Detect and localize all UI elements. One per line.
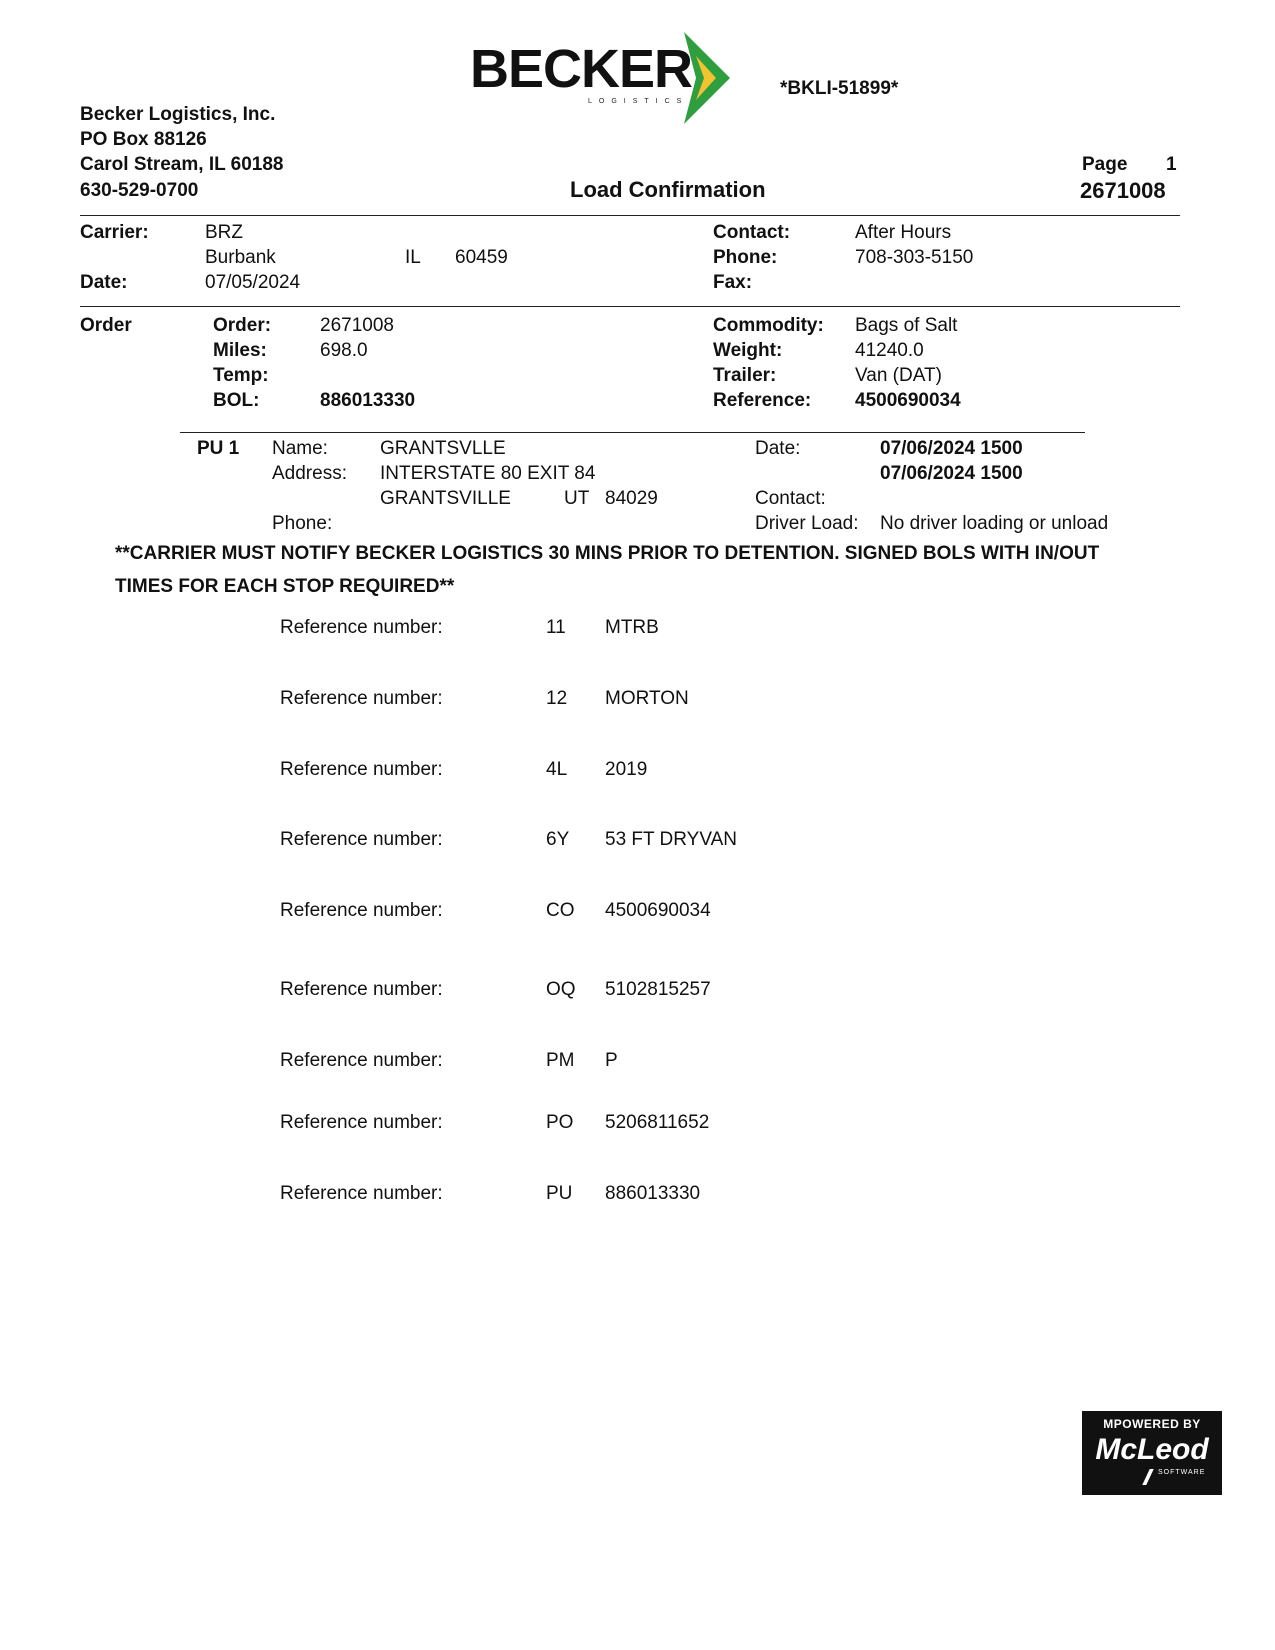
- badge-wordmark: McLeod: [1095, 1433, 1209, 1466]
- reference-value: MTRB: [605, 617, 659, 638]
- reference-number-label: Reference number:: [280, 1183, 443, 1204]
- phone-value: 708-303-5150: [855, 247, 974, 268]
- contact-value: After Hours: [855, 222, 952, 243]
- reference-code: 11: [546, 617, 566, 638]
- reference-value: 886013330: [605, 1183, 701, 1204]
- badge-subtitle: SOFTWARE: [1158, 1469, 1206, 1476]
- badge-top-text: MPOWERED BY: [1103, 1417, 1201, 1431]
- company-phone: 630-529-0700: [80, 180, 199, 201]
- miles-label: Miles:: [213, 340, 267, 361]
- reference-code: 12: [546, 688, 568, 709]
- logo-subtitle: LOGISTICS: [588, 98, 689, 105]
- trailer-label: Trailer:: [713, 365, 777, 386]
- commodity-value: Bags of Salt: [855, 315, 958, 336]
- reference-number-label: Reference number:: [280, 829, 443, 850]
- temp-label: Temp:: [213, 365, 269, 386]
- reference-number-label: Reference number:: [280, 617, 443, 638]
- reference-value: 53 FT DRYVAN: [605, 829, 737, 850]
- reference-number-label: Reference number:: [280, 979, 443, 1000]
- phone-label: Phone:: [713, 247, 778, 268]
- company-name: Becker Logistics, Inc.: [80, 104, 276, 125]
- reference-code: PO: [546, 1112, 574, 1133]
- pickup-state: UT: [564, 488, 590, 509]
- order-label: Order:: [213, 315, 272, 336]
- document-number: 2671008: [1080, 178, 1166, 203]
- pickup-city: GRANTSVILLE: [380, 488, 511, 509]
- reference-code: OQ: [546, 979, 576, 1000]
- pickup-address-label: Address:: [272, 463, 347, 484]
- divider: [180, 432, 1085, 433]
- reference-number-label: Reference number:: [280, 1112, 443, 1133]
- reference-label: Reference:: [713, 390, 812, 411]
- commodity-label: Commodity:: [713, 315, 824, 336]
- powered-by-badge: [1082, 1411, 1222, 1495]
- carrier-label: Carrier:: [80, 222, 149, 243]
- reference-value: MORTON: [605, 688, 689, 709]
- weight-label: Weight:: [713, 340, 783, 361]
- order-section-label: Order: [80, 315, 132, 336]
- reference-value: 2019: [605, 759, 648, 780]
- reference-code: PM: [546, 1050, 575, 1071]
- divider: [80, 306, 1180, 307]
- carrier-date-label: Date:: [80, 272, 128, 293]
- pickup-contact-label: Contact:: [755, 488, 826, 509]
- bol-label: BOL:: [213, 390, 260, 411]
- pickup-address: INTERSTATE 80 EXIT 84: [380, 463, 596, 484]
- company-address1: PO Box 88126: [80, 129, 207, 150]
- notice-line-1: **CARRIER MUST NOTIFY BECKER LOGISTICS 30 MINS PRIOR TO DETENTION. SIGNED BOLS WITH IN/OUT: [115, 543, 1100, 564]
- fax-label: Fax:: [713, 272, 753, 293]
- carrier-zip: 60459: [455, 247, 508, 268]
- carrier-date: 07/05/2024: [205, 272, 301, 293]
- reference-number-label: Reference number:: [280, 759, 443, 780]
- contact-label: Contact:: [713, 222, 791, 243]
- reference-number-label: Reference number:: [280, 900, 443, 921]
- chevron-arrow-icon: [682, 32, 732, 124]
- pickup-date: 07/06/2024 1500: [880, 438, 1023, 459]
- reference-code: 4L: [546, 759, 568, 780]
- weight-value: 41240.0: [855, 340, 924, 361]
- company-address2: Carol Stream, IL 60188: [80, 154, 284, 175]
- stop-label: PU 1: [197, 438, 240, 459]
- reference-code: 6Y: [546, 829, 570, 850]
- page-number: 1: [1166, 154, 1177, 175]
- reference-number-label: Reference number:: [280, 1050, 443, 1071]
- carrier-city: Burbank: [205, 247, 276, 268]
- reference-value: 4500690034: [855, 390, 961, 411]
- pickup-date-end: 07/06/2024 1500: [880, 463, 1023, 484]
- reference-value: P: [605, 1050, 618, 1071]
- bol-value: 886013330: [320, 390, 416, 411]
- page-label: Page: [1082, 154, 1128, 175]
- pickup-phone-label: Phone:: [272, 513, 333, 534]
- barcode-text: *BKLI-51899*: [780, 78, 899, 99]
- carrier-name: BRZ: [205, 222, 243, 243]
- slash-icon: [1142, 1469, 1153, 1485]
- reference-number-label: Reference number:: [280, 688, 443, 709]
- pickup-name: GRANTSVLLE: [380, 438, 506, 459]
- driver-load-value: No driver loading or unload: [880, 513, 1109, 534]
- pickup-zip: 84029: [605, 488, 658, 509]
- miles-value: 698.0: [320, 340, 368, 361]
- carrier-state: IL: [405, 247, 421, 268]
- pickup-date-label: Date:: [755, 438, 801, 459]
- reference-code: PU: [546, 1183, 573, 1204]
- reference-value: 5206811652: [605, 1112, 710, 1133]
- pickup-name-label: Name:: [272, 438, 328, 459]
- notice-line-2: TIMES FOR EACH STOP REQUIRED**: [115, 576, 455, 597]
- divider: [80, 215, 1180, 216]
- logo-wordmark: BECKER: [470, 39, 693, 99]
- reference-code: CO: [546, 900, 575, 921]
- driver-load-label: Driver Load:: [755, 513, 859, 534]
- order-value: 2671008: [320, 315, 394, 336]
- reference-value: 5102815257: [605, 979, 711, 1000]
- document-title: Load Confirmation: [570, 177, 766, 202]
- trailer-value: Van (DAT): [855, 365, 942, 386]
- becker-logo: [470, 30, 750, 125]
- reference-value: 4500690034: [605, 900, 711, 921]
